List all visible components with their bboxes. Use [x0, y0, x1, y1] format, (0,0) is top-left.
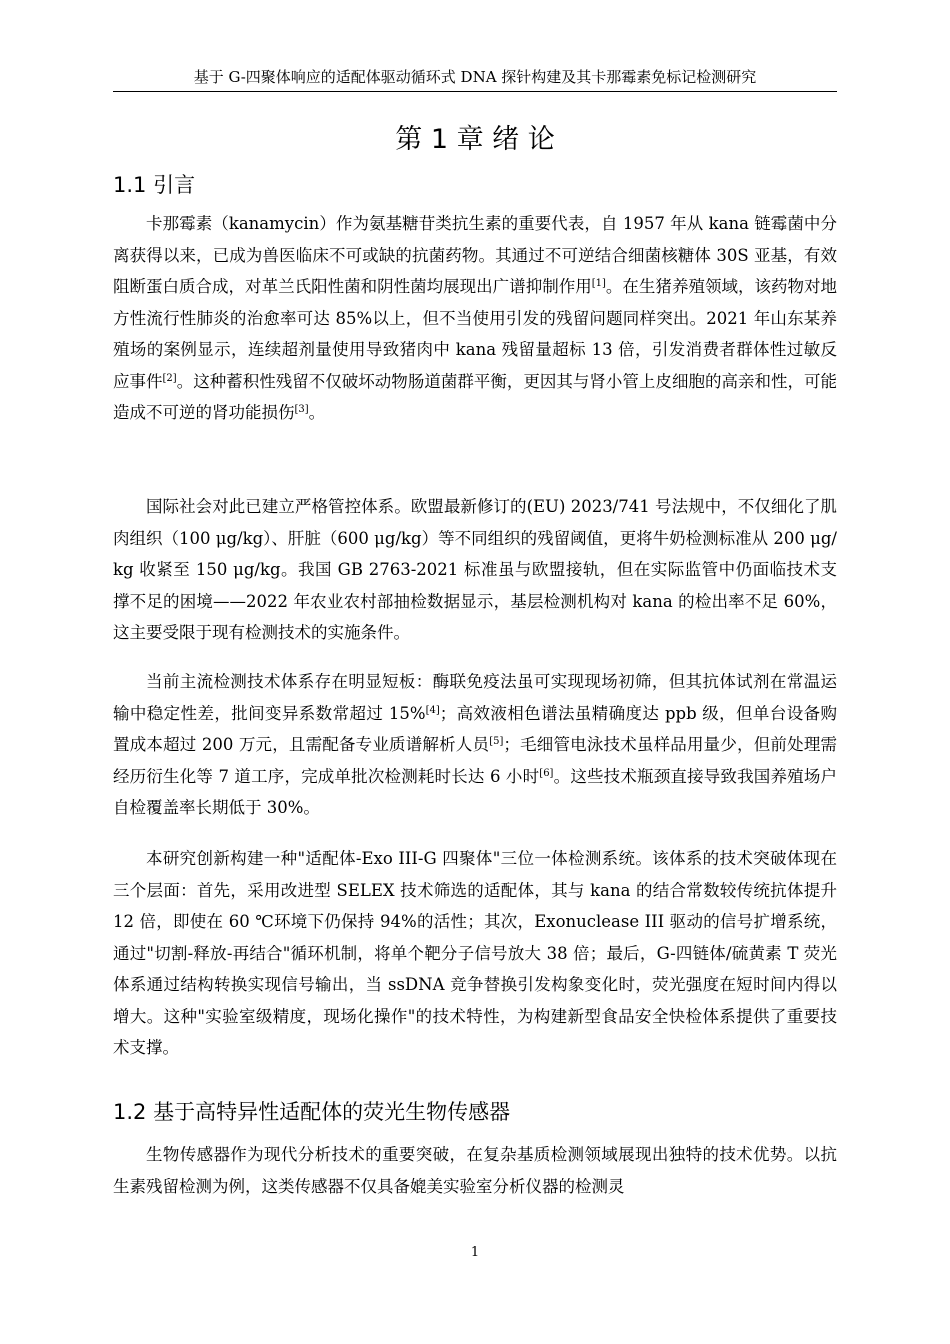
citation-ref: [4] — [425, 704, 440, 716]
paragraph-regulation — [113, 491, 837, 649]
paragraph-research-system — [113, 843, 837, 1064]
citation-ref: [1] — [591, 278, 606, 289]
citation-ref: [3] — [294, 404, 309, 415]
citation-ref: [6] — [539, 767, 554, 779]
running-header: 基于 G-四聚体响应的适配体驱动循环式 DNA 探针构建及其卡那霉素免标记检测研究 — [113, 66, 837, 92]
paragraph-text: 。 — [308, 403, 326, 422]
paragraph-biosensor — [113, 1139, 837, 1202]
paragraph-intro-kanamycin — [113, 208, 837, 429]
paragraph-text: ；毛细管电泳技术虽样品用量少，但前处理需经历衍生化等 7 道工序，完成单批次检测耗时长达 6 小时 — [113, 735, 838, 786]
paragraph-text: 国际社会对此已建立严格管控体系。欧盟最新修订的(EU) 2023/741 号法规中，不仅细化了肌肉组织（100 μg/kg）、肝脏（600 μg/kg）等不同组织的残留阈值，更将牛奶检测标准从 200 μg/kg 收紧至 150 μg/kg。我国 GB 2763-2021 标准虽与欧盟接轨，但在实际监管中仍面临技术支撑不足的困境——2022 年农业农村部抽检数据显示，基层检测机构对 kana 的检出率不足 60%，这主要受限于现有检测技术的实施条件。 — [113, 497, 837, 642]
paragraph-text: ；高效液相色谱法虽精确度达 ppb 级，但单台设备购置成本超过 200 万元，且需配备专业质谱解析人员 — [113, 703, 837, 754]
section-heading-1-1: 1.1 引言 — [113, 173, 196, 197]
citation-ref: [2] — [162, 372, 177, 384]
paragraph-text: 卡那霉素（kanamycin）作为氨基糖苷类抗生素的重要代表，自 1957 年从 kana 链霉菌中分离获得以来，已成为兽医临床不可或缺的抗菌药物。其通过不可逆结合细菌核糖体 30S 亚基，有效阻断蛋白质合成，对革兰氏阳性菌和阴性菌均展现出广谱抑制作用 — [113, 214, 837, 296]
paragraph-text: 生物传感器作为现代分析技术的重要突破，在复杂基质检测领域展现出独特的技术优势。以抗生素残留检测为例，这类传感器不仅具备媲美实验室分析仪器的检测灵 — [113, 1145, 837, 1196]
section-heading-1-2: 1.2 基于高特异性适配体的荧光生物传感器 — [113, 1100, 511, 1124]
citation-ref: [5] — [489, 736, 504, 747]
paragraph-text: 。这些技术瓶颈直接导致我国养殖场户自检覆盖率长期低于 30%。 — [113, 766, 837, 817]
paragraph-text: 。在生猪养殖领域，该药物对地方性流行性肺炎的治愈率可达 85%以上，但不当使用引发的残留问题同样突出。2021 年山东某养殖场的案例显示，连续超剂量使用导致猪肉中 kana 残留量超标 13 倍，引发消费者群体性过敏反应事件 — [113, 277, 838, 391]
chapter-title: 第 1 章 绪 论 — [395, 124, 555, 155]
paragraph-text: 当前主流检测技术体系存在明显短板：酶联免疫法虽可实现现场初筛，但其抗体试剂在常温运输中稳定性差，批间变异系数常超过 15% — [113, 672, 837, 723]
paragraph-text: 。这种蓄积性残留不仅破坏动物肠道菌群平衡，更因其与肾小管上皮细胞的高亲和性，可能造成不可逆的肾功能损伤 — [113, 371, 838, 422]
paragraph-text: 本研究创新构建一种"适配体-Exo III-G 四聚体"三位一体检测系统。该体系的技术突破体现在三个层面：首先，采用改进型 SELEX 技术筛选的适配体，其与 kana 的结合常数较传统抗体提升 12 倍，即使在 60 ℃环境下仍保持 94%的活性；其次，Exonuclease III 驱动的信号扩增系统，通过"切割-释放-再结合"循环机制，将单个靶分子信号放大 38 倍；最后，G-四链体/硫黄素 T 荧光体系通过结构转换实现信号输出，当 ssDNA 竞争替换引发构象变化时，荧光强度在短时间内得以增大。这种"实验室级精度，现场化操作"的技术特性，为构建新型食品安全快检体系提供了重要技术支撑。 — [113, 849, 837, 1057]
page-number: 1 — [470, 1245, 480, 1260]
paragraph-detection-limits — [113, 666, 837, 824]
